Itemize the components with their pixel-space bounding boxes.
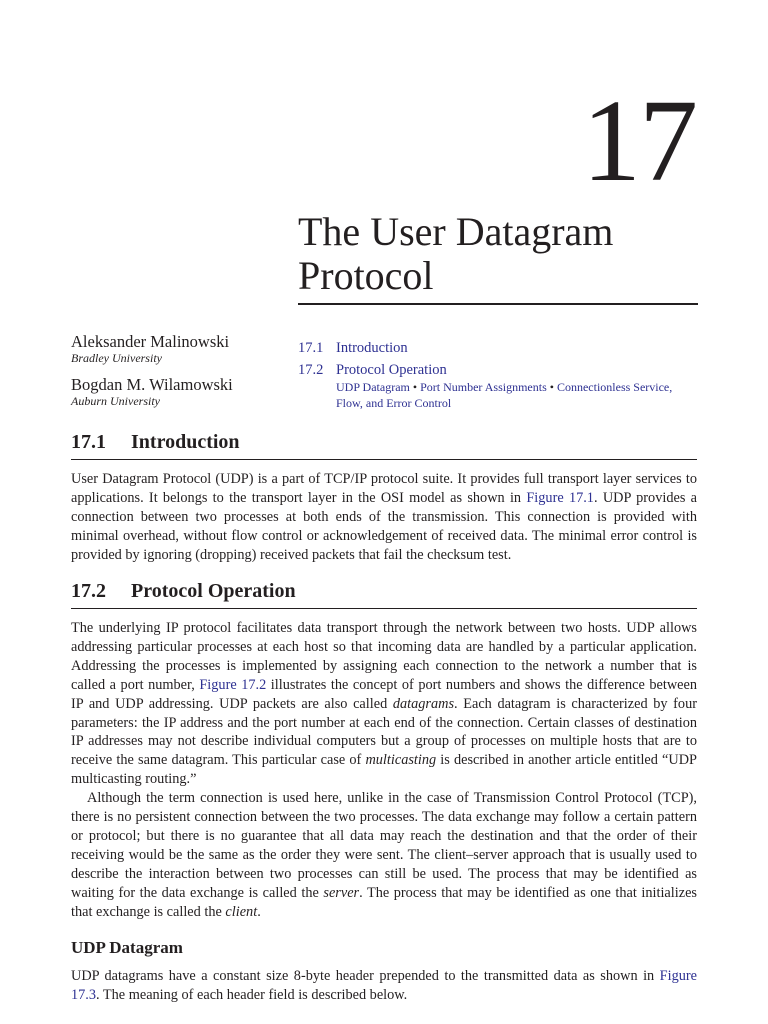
toc-entry-title[interactable]: Introduction xyxy=(336,340,408,356)
emphasis: multicasting xyxy=(365,752,437,769)
chapter-title xyxy=(298,210,698,298)
emphasis: client xyxy=(225,903,258,920)
toc-entry-title[interactable]: Protocol Operation xyxy=(336,362,447,378)
title-rule xyxy=(298,303,698,305)
figure-link[interactable]: Figure 17.3 xyxy=(71,968,697,1003)
author-affiliation: Bradley University xyxy=(71,351,162,365)
section-protocol-operation xyxy=(71,579,697,922)
text-run: . Each datagram is characterized by four parameters: the IP address and the port number at each end of the connection. Certain classes of destination IP addresses may not describe individual computers but a group of processes on multiple hosts that are to receive the same datagram. This particular case of xyxy=(71,695,697,769)
author-name: Bogdan M. Wilamowski xyxy=(71,375,233,394)
figure-link[interactable]: Figure 17.2 xyxy=(199,676,267,693)
text-run: Although the term connection is used here, unlike in the case of Transmission Control Protocol (TCP), there is no persistent connection between the two processes. The data exchange may follow a certain pattern or protocol; but there is no guarantee that all data may reach the destination and that the order of their receiving would be the same as the order they were sent. The client–server approach that is usually used to describe the interaction between two processes can still be used. The process that may be identified as waiting for the data exchange is called the xyxy=(71,790,697,901)
author-name: Aleksander Malinowski xyxy=(71,332,230,351)
chapter-title-line-1: The User Datagram xyxy=(298,209,614,254)
toc-sub-port-number-assignments[interactable]: Port Number Assignments xyxy=(420,380,547,394)
toc-subentries xyxy=(336,379,698,411)
emphasis: server xyxy=(323,884,360,901)
text-run: The underlying IP protocol facilitates data transport through the network between two hosts. UDP allows addressing particular processes at each host so that incoming data are handled by a particular application. Addressing the processes is implemented by assigning each connection to the network a number that is called a port number, xyxy=(71,620,697,693)
toc-separator: • xyxy=(549,380,554,394)
emphasis: datagrams xyxy=(392,695,455,712)
paragraph xyxy=(71,967,697,1005)
toc-sub-connectionless-service[interactable]: Connectionless Service, Flow, and Error Control xyxy=(336,380,673,410)
chapter-title-line-2: Protocol xyxy=(298,253,434,298)
section-heading xyxy=(71,579,697,609)
subsection-udp-datagram xyxy=(71,937,697,1005)
toc-entry-number: 17.2 xyxy=(298,362,324,378)
text-run: UDP datagrams have a constant size 8-byte header prepended to the transmitted data as shown in xyxy=(71,968,660,984)
text-run: . The process that may be identified as one that initializes that exchange is called the xyxy=(71,884,697,920)
toc-sub-udp-datagram[interactable]: UDP Datagram xyxy=(336,380,410,394)
text-run: illustrates the concept of port numbers and shows the difference between IP and UDP addressing. UDP packets are also called xyxy=(71,676,698,712)
toc-entry-protocol-operation[interactable] xyxy=(298,361,698,379)
author xyxy=(71,375,281,408)
section-title: Protocol Operation xyxy=(131,580,296,602)
figure-link[interactable]: Figure 17.1 xyxy=(526,489,594,506)
text-run: . xyxy=(257,903,261,920)
subsection-heading: UDP Datagram xyxy=(71,938,183,957)
text-run: User Datagram Protocol (UDP) is a part of TCP/IP protocol suite. It provides full transport layer services to applications. It belongs to the transport layer in the OSI model as shown in xyxy=(71,471,697,506)
toc-entry-introduction[interactable] xyxy=(298,339,698,357)
paragraph xyxy=(71,789,697,921)
table-of-contents xyxy=(298,339,698,411)
toc-entry-number: 17.1 xyxy=(298,340,324,356)
section-heading xyxy=(71,430,697,460)
section-title: Introduction xyxy=(131,431,240,453)
toc-separator: • xyxy=(412,380,418,394)
paragraph xyxy=(71,470,697,565)
section-number: 17.2 xyxy=(71,580,106,602)
section-introduction xyxy=(71,430,697,565)
author-list xyxy=(71,332,281,418)
text-run: is described in another article entitled “UDP multicasting routing.” xyxy=(71,752,697,788)
author xyxy=(71,332,281,365)
author-affiliation: Auburn University xyxy=(71,394,160,408)
section-number: 17.1 xyxy=(71,431,106,453)
chapter-number: 17 xyxy=(582,75,696,206)
text-run: . UDP provides a connection between two processes at both ends of the transmission. This connection is provided with minimal overhead, without flow control or acknowledgement of received data. The minimal error control is provided by ignoring (dropping) received packets that fail the checksum test. xyxy=(71,489,698,563)
text-run: . The meaning of each header field is described below. xyxy=(96,986,408,1003)
paragraph xyxy=(71,619,697,789)
